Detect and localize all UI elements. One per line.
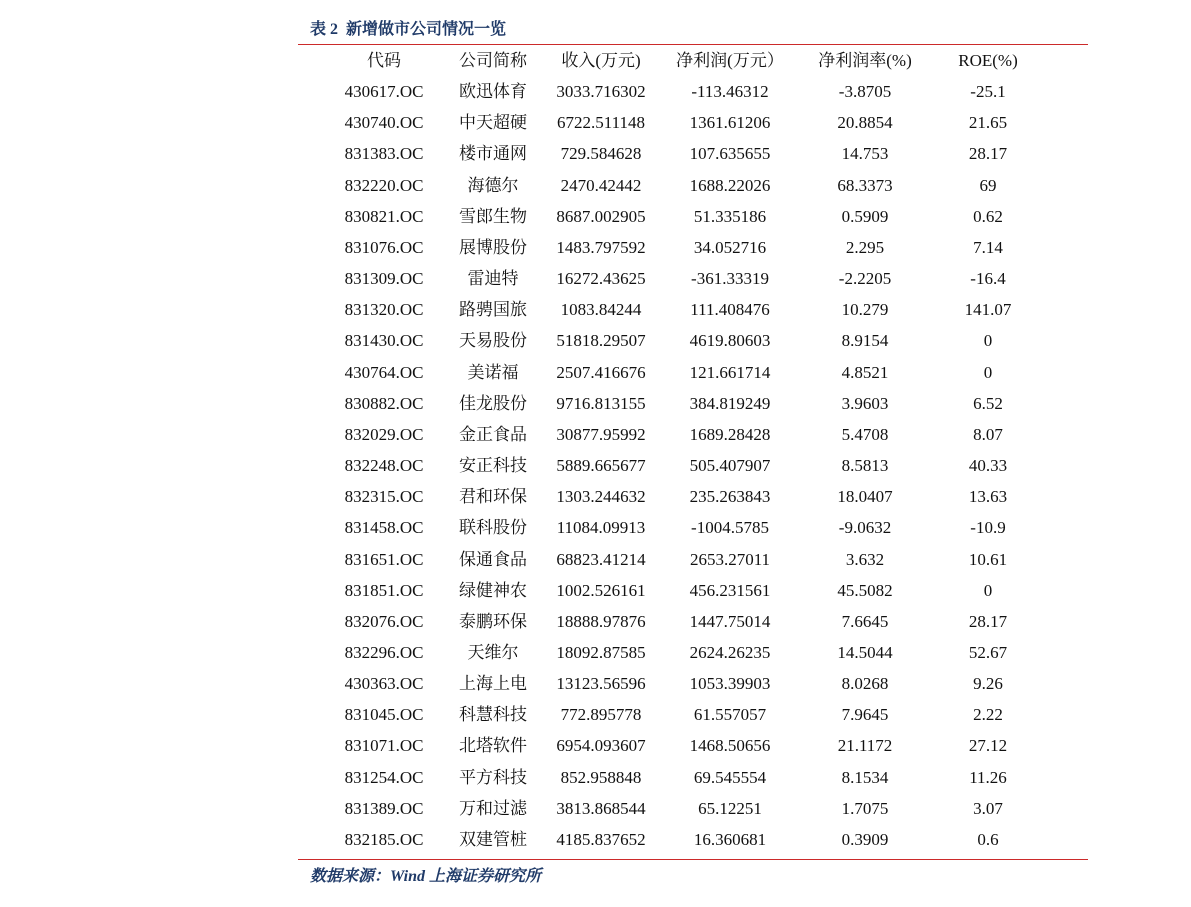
cell-code: 831389.OC (344, 798, 424, 818)
cell-name: 楼市通网 (459, 144, 527, 164)
table-row (322, 512, 1044, 543)
table-row (322, 325, 1044, 356)
cell-net-margin: 10.279 (841, 300, 889, 320)
header-net-margin: 净利润率(%) (818, 51, 912, 70)
table-row (322, 668, 1044, 699)
header-name: 公司简称 (459, 51, 527, 70)
cell-name: 路骋国旅 (459, 300, 527, 320)
cell-roe: 21.65 (968, 113, 1008, 133)
header-net-profit: 净利润(万元） (676, 51, 784, 70)
table-row (322, 357, 1044, 388)
cell-code: 832185.OC (344, 829, 424, 849)
cell-code: 430764.OC (344, 362, 424, 382)
cell-code: 832248.OC (344, 456, 424, 476)
cell-net-profit: -1004.5785 (691, 518, 769, 538)
cell-net-profit: 61.557057 (693, 705, 767, 725)
table-row (322, 232, 1044, 263)
cell-code: 832315.OC (344, 487, 424, 507)
cell-net-margin: -9.0632 (838, 518, 892, 538)
cell-revenue: 9716.813155 (556, 393, 646, 413)
cell-net-profit: 2653.27011 (689, 549, 771, 569)
cell-roe: 0.6 (977, 829, 999, 849)
cell-code: 831045.OC (344, 705, 424, 725)
cell-roe: 0.62 (973, 206, 1003, 226)
cell-net-margin: 8.9154 (841, 331, 889, 351)
cell-net-margin: 14.5044 (837, 642, 893, 662)
cell-roe: 40.33 (968, 456, 1008, 476)
cell-net-profit: 456.231561 (689, 580, 771, 600)
cell-net-profit: 4619.80603 (689, 331, 771, 351)
cell-revenue: 772.895778 (560, 705, 642, 725)
bottom-rule (298, 859, 1088, 860)
cell-revenue: 8687.002905 (556, 206, 646, 226)
cell-roe: 28.17 (968, 611, 1008, 631)
data-source-note: 数据来源：Wind 上海证券研究所 (310, 868, 541, 885)
header-code: 代码 (367, 51, 401, 70)
cell-revenue: 68823.41214 (556, 549, 646, 569)
cell-code: 831076.OC (344, 237, 424, 257)
cell-net-profit: 1053.39903 (689, 674, 771, 694)
cell-net-margin: 1.7075 (841, 798, 889, 818)
cell-net-profit: 1468.50656 (689, 736, 771, 756)
cell-net-profit: 34.052716 (693, 237, 767, 257)
company-table (322, 45, 1044, 855)
cell-net-margin: 20.8854 (837, 113, 893, 133)
table-row (322, 263, 1044, 294)
cell-roe: 52.67 (968, 642, 1008, 662)
cell-revenue: 1002.526161 (556, 580, 646, 600)
cell-roe: 8.07 (973, 424, 1003, 444)
cell-roe: 13.63 (968, 487, 1008, 507)
cell-net-margin: 5.4708 (841, 424, 889, 444)
cell-net-margin: 21.1172 (837, 736, 893, 756)
cell-revenue: 51818.29507 (556, 331, 646, 351)
cell-roe: 141.07 (964, 300, 1012, 320)
cell-revenue: 18092.87585 (556, 642, 646, 662)
cell-revenue: 3033.716302 (556, 82, 646, 102)
table-row (322, 824, 1044, 855)
table-row (322, 76, 1044, 107)
cell-net-margin: 8.1534 (841, 767, 889, 787)
cell-revenue: 4185.837652 (556, 829, 646, 849)
cell-name: 君和环保 (459, 487, 527, 507)
cell-roe: 10.61 (968, 549, 1008, 569)
cell-net-profit: 107.635655 (689, 144, 771, 164)
cell-revenue: 18888.97876 (556, 611, 646, 631)
header-row (322, 45, 1044, 76)
cell-net-margin: 18.0407 (837, 487, 893, 507)
cell-net-profit: 235.263843 (689, 487, 771, 507)
cell-net-profit: 505.407907 (689, 456, 771, 476)
cell-revenue: 13123.56596 (556, 674, 646, 694)
table-row (322, 793, 1044, 824)
cell-revenue: 2470.42442 (560, 175, 642, 195)
cell-revenue: 1303.244632 (556, 487, 646, 507)
cell-code: 832029.OC (344, 424, 424, 444)
cell-name: 联科股份 (459, 518, 527, 538)
cell-roe: -16.4 (970, 269, 1006, 289)
cell-revenue: 3813.868544 (556, 798, 646, 818)
cell-net-profit: 65.12251 (698, 798, 762, 818)
cell-code: 430740.OC (344, 113, 424, 133)
cell-name: 美诺福 (467, 362, 519, 382)
cell-code: 831254.OC (344, 767, 424, 787)
cell-name: 佳龙股份 (459, 393, 527, 413)
cell-name: 雷迪特 (467, 269, 519, 289)
table-row (322, 544, 1044, 575)
table-row (322, 450, 1044, 481)
cell-revenue: 6722.511148 (557, 113, 645, 133)
table-row (322, 606, 1044, 637)
cell-roe: 0 (983, 362, 993, 382)
cell-net-margin: 3.9603 (841, 393, 889, 413)
cell-name: 北塔软件 (459, 736, 527, 756)
cell-net-margin: 4.8521 (841, 362, 889, 382)
cell-name: 安正科技 (459, 456, 527, 476)
cell-code: 831309.OC (344, 269, 424, 289)
cell-name: 欧迅体育 (459, 82, 527, 102)
cell-net-margin: 45.5082 (837, 580, 893, 600)
cell-net-margin: 0.5909 (841, 206, 889, 226)
cell-roe: 0 (983, 331, 993, 351)
cell-code: 830882.OC (344, 393, 424, 413)
cell-code: 831430.OC (344, 331, 424, 351)
cell-name: 中天超硬 (459, 113, 527, 133)
table-title: 表 2 新增做市公司情况一览 (310, 21, 507, 38)
cell-net-profit: 1688.22026 (689, 175, 771, 195)
cell-name: 天维尔 (467, 642, 519, 662)
cell-revenue: 1483.797592 (556, 237, 646, 257)
cell-name: 雪郎生物 (459, 206, 527, 226)
cell-net-margin: 8.5813 (841, 456, 889, 476)
cell-net-profit: 1689.28428 (689, 424, 771, 444)
table-row (322, 419, 1044, 450)
cell-net-profit: 69.545554 (693, 767, 767, 787)
table-row (322, 637, 1044, 668)
cell-net-profit: 1447.75014 (689, 611, 771, 631)
cell-roe: 11.26 (969, 767, 1007, 787)
cell-code: 430617.OC (344, 82, 424, 102)
cell-net-margin: 3.632 (845, 549, 885, 569)
cell-name: 金正食品 (459, 424, 527, 444)
cell-code: 832220.OC (344, 175, 424, 195)
table-row (322, 170, 1044, 201)
cell-name: 泰鹏环保 (459, 611, 527, 631)
cell-roe: 2.22 (973, 705, 1003, 725)
cell-revenue: 729.584628 (560, 144, 642, 164)
cell-net-margin: 68.3373 (837, 175, 893, 195)
cell-code: 430363.OC (344, 674, 424, 694)
cell-revenue: 6954.093607 (556, 736, 646, 756)
cell-name: 平方科技 (459, 767, 527, 787)
cell-name: 绿健神农 (459, 580, 527, 600)
cell-name: 海德尔 (467, 175, 519, 195)
cell-net-margin: 14.753 (841, 144, 889, 164)
cell-name: 天易股份 (459, 331, 527, 351)
header-roe: ROE(%) (958, 51, 1018, 70)
cell-net-margin: 7.6645 (841, 611, 889, 631)
cell-revenue: 2507.416676 (556, 362, 646, 382)
table-row (322, 699, 1044, 730)
cell-net-margin: -2.2205 (838, 269, 892, 289)
cell-net-profit: 121.661714 (689, 362, 771, 382)
cell-code: 831383.OC (344, 144, 424, 164)
table-row (322, 201, 1044, 232)
cell-revenue: 16272.43625 (556, 269, 646, 289)
cell-revenue: 30877.95992 (556, 424, 646, 444)
cell-roe: 69 (979, 175, 997, 195)
cell-name: 展博股份 (459, 237, 527, 257)
table-row (322, 730, 1044, 761)
cell-roe: -10.9 (970, 518, 1006, 538)
cell-roe: -25.1 (970, 82, 1006, 102)
cell-roe: 28.17 (968, 144, 1008, 164)
cell-name: 科慧科技 (459, 705, 527, 725)
cell-revenue: 11084.09913 (556, 518, 646, 538)
cell-roe: 27.12 (968, 736, 1008, 756)
cell-code: 831651.OC (344, 549, 424, 569)
cell-revenue: 1083.84244 (560, 300, 642, 320)
header-revenue: 收入(万元) (561, 51, 641, 70)
cell-revenue: 852.958848 (560, 767, 642, 787)
cell-code: 831458.OC (344, 518, 424, 538)
cell-net-margin: 7.9645 (841, 705, 889, 725)
cell-net-profit: -361.33319 (691, 269, 769, 289)
cell-roe: 3.07 (973, 798, 1003, 818)
cell-roe: 9.26 (973, 674, 1003, 694)
cell-code: 831071.OC (344, 736, 424, 756)
cell-roe: 0 (983, 580, 993, 600)
table-row (322, 138, 1044, 169)
cell-code: 832076.OC (344, 611, 424, 631)
cell-code: 830821.OC (344, 206, 424, 226)
table-row (322, 762, 1044, 793)
cell-net-profit: 111.408476 (690, 300, 770, 320)
cell-revenue: 5889.665677 (556, 456, 646, 476)
cell-name: 上海上电 (459, 674, 527, 694)
table-row (322, 575, 1044, 606)
cell-net-margin: 0.3909 (841, 829, 889, 849)
cell-roe: 7.14 (973, 237, 1003, 257)
cell-net-margin: 8.0268 (841, 674, 889, 694)
cell-name: 双建管桩 (459, 829, 527, 849)
cell-net-margin: 2.295 (845, 237, 885, 257)
table-row (322, 294, 1044, 325)
cell-code: 831320.OC (344, 300, 424, 320)
cell-net-margin: -3.8705 (838, 82, 892, 102)
cell-name: 万和过滤 (459, 798, 527, 818)
table-row (322, 481, 1044, 512)
cell-net-profit: -113.46312 (691, 82, 769, 102)
cell-net-profit: 16.360681 (693, 829, 767, 849)
cell-code: 832296.OC (344, 642, 424, 662)
cell-net-profit: 1361.61206 (689, 113, 771, 133)
cell-net-profit: 384.819249 (689, 393, 771, 413)
cell-net-profit: 2624.26235 (689, 642, 771, 662)
table-row (322, 107, 1044, 138)
table-row (322, 388, 1044, 419)
cell-net-profit: 51.335186 (693, 206, 767, 226)
cell-name: 保通食品 (459, 549, 527, 569)
cell-roe: 6.52 (973, 393, 1003, 413)
cell-code: 831851.OC (344, 580, 424, 600)
